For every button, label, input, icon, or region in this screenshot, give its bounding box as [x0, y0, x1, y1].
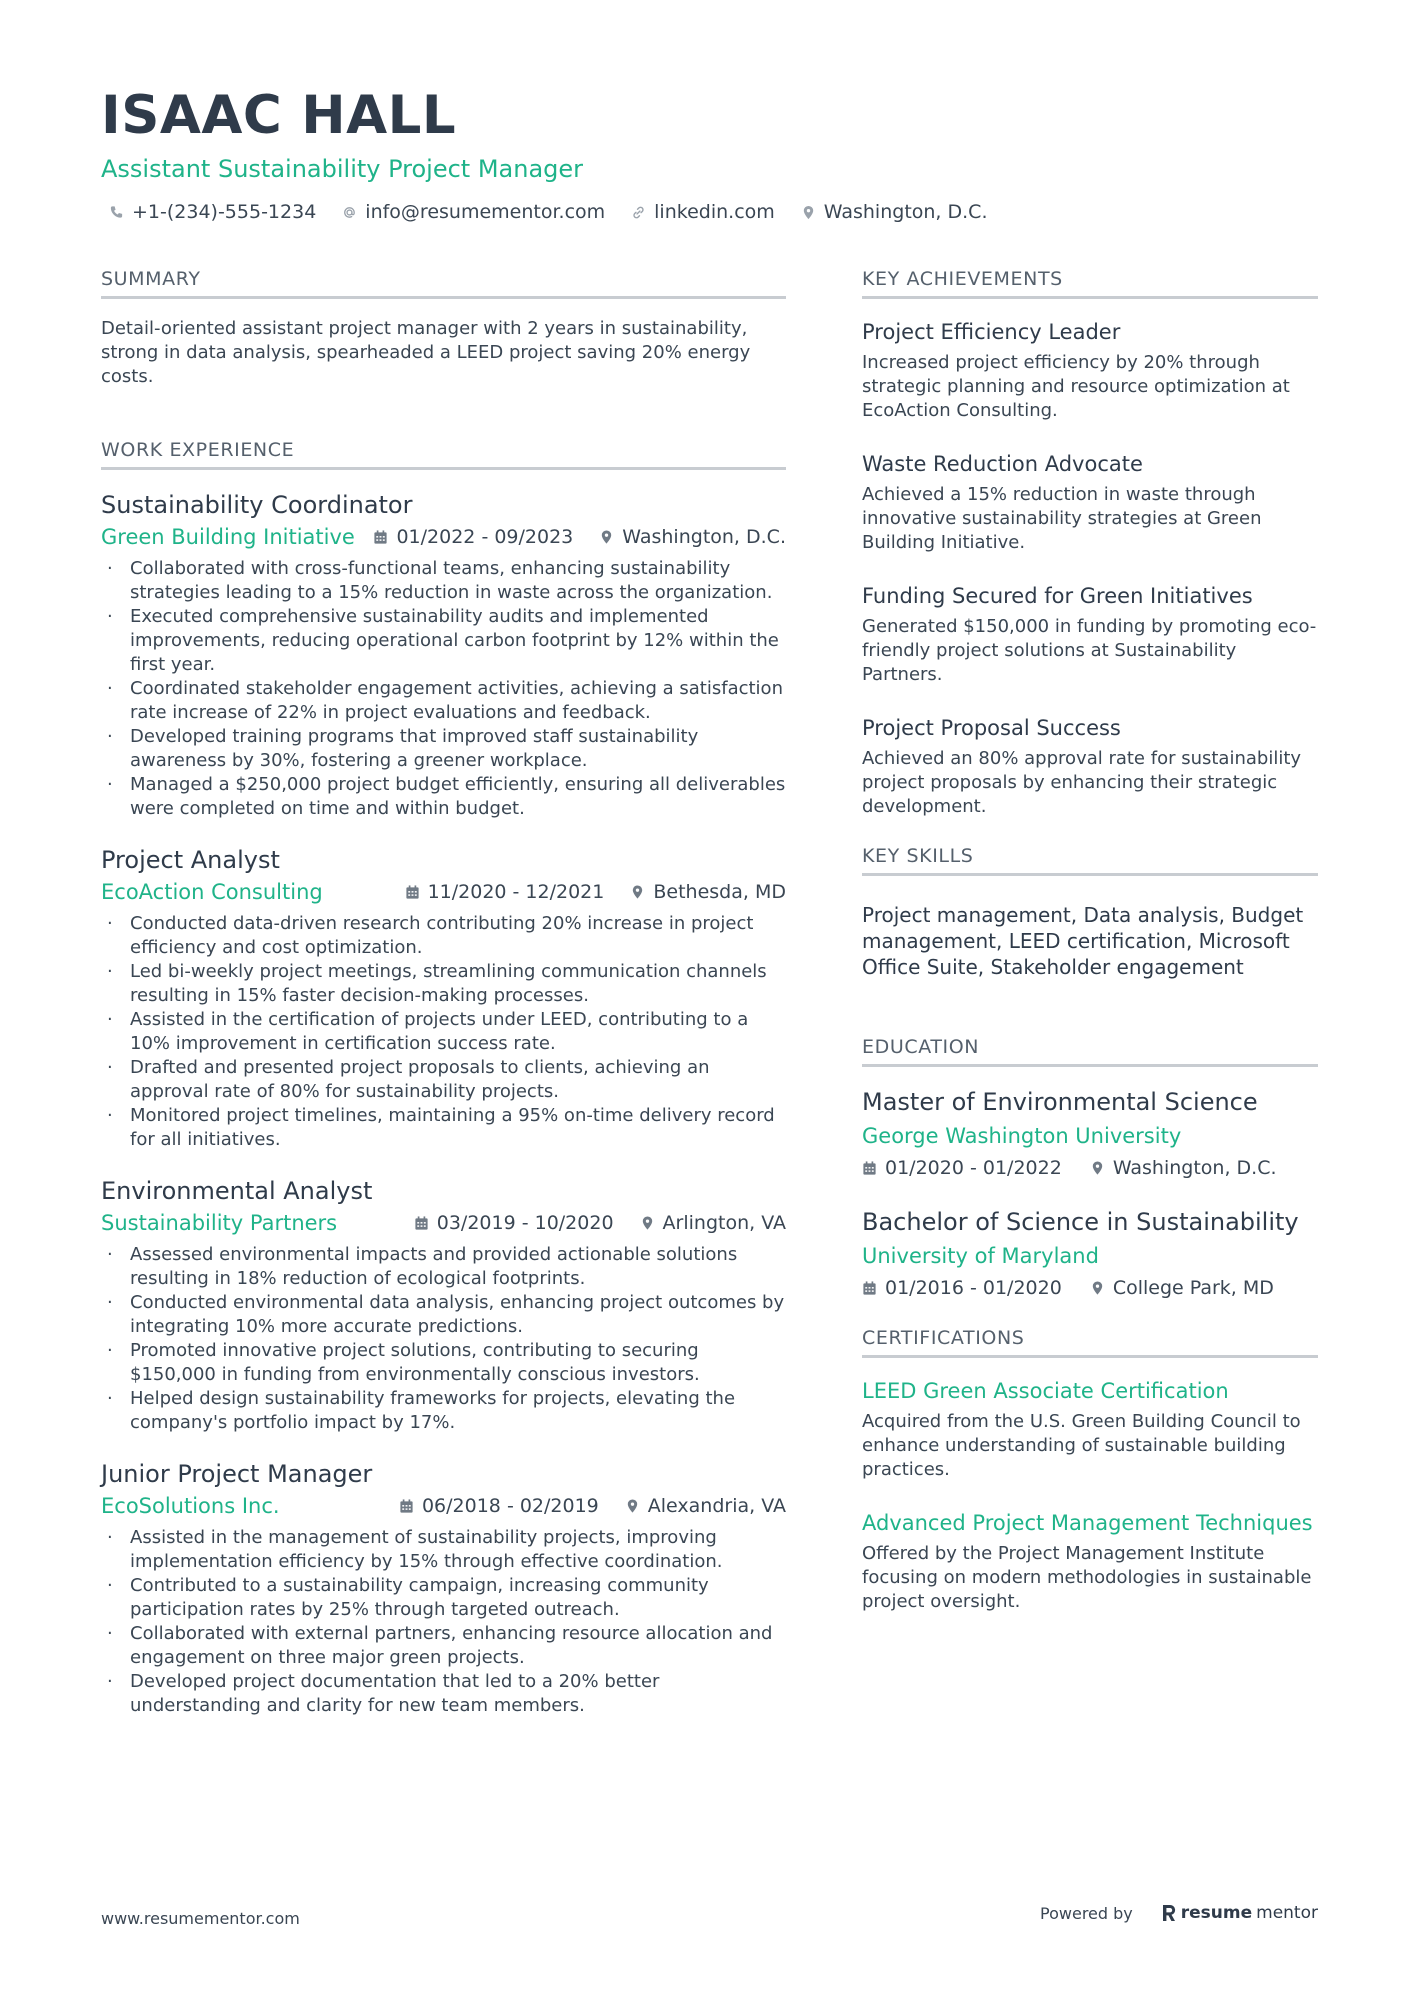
education-location-text: College Park, MD — [1112, 1277, 1274, 1299]
job-location — [640, 1212, 786, 1234]
job-meta-right — [373, 526, 786, 548]
calendar-icon — [399, 1498, 414, 1514]
job-bullet: · Contributed to a sustainability campaign, increasing community participation rates by 25% through targeted outreach. — [101, 1574, 786, 1622]
education-school: George Washington University — [862, 1124, 1182, 1148]
brand-mark-icon — [1161, 1903, 1177, 1923]
education-dates — [862, 1157, 1062, 1179]
job-location-text: Alexandria, VA — [647, 1495, 786, 1517]
job-dates — [399, 1495, 599, 1517]
education-list — [862, 1085, 1318, 1299]
skills-text: Project management, Data analysis, Budget management, LEED certification, Microsoft Office Suite, Stakeholder engagement — [862, 903, 1304, 979]
calendar-icon — [373, 529, 388, 545]
job-dates-text: 03/2019 - 10/2020 — [436, 1212, 614, 1234]
job-entry — [101, 488, 786, 821]
achievement-item — [862, 317, 1318, 423]
education-school: University of Maryland — [862, 1244, 1099, 1268]
experience-list — [101, 488, 786, 1718]
email-link[interactable]: info@resumementor.com — [365, 201, 606, 223]
job-bullet: · Developed training programs that improved staff sustainability awareness by 30%, fostering a greener workplace. — [101, 725, 786, 773]
job-meta — [101, 525, 786, 549]
job-bullet: · Collaborated with cross-functional teams, enhancing sustainability strategies leading to a 15% reduction in waste across the organization. — [101, 557, 786, 605]
location-pin-icon — [625, 1498, 640, 1514]
company-name: EcoAction Consulting — [101, 880, 323, 904]
job-meta-right — [414, 1212, 786, 1234]
contact-phone — [109, 201, 316, 223]
job-title: Sustainability Coordinator — [101, 491, 413, 519]
achievements-list — [862, 317, 1318, 819]
footer-website[interactable]: www.resumementor.com — [101, 1909, 300, 1928]
powered-by-label: Powered by — [1040, 1903, 1133, 1923]
job-bullet: · Assessed environmental impacts and provided actionable solutions resulting in 18% reduction of ecological footprints. — [101, 1243, 786, 1291]
education-location-text: Washington, D.C. — [1112, 1157, 1277, 1179]
job-bullets — [101, 1243, 786, 1435]
company-name: Green Building Initiative — [101, 525, 355, 549]
calendar-icon — [862, 1280, 877, 1296]
achievement-desc: Achieved an 80% approval rate for sustainability project proposals by enhancing their strategic development. — [862, 748, 1302, 817]
calendar-icon — [414, 1215, 429, 1231]
job-bullet: · Managed a $250,000 project budget efficiently, ensuring all deliverables were completed on time and within budget. — [101, 773, 786, 821]
brand-logo[interactable] — [1161, 1903, 1318, 1923]
achievement-title: Project Efficiency Leader — [862, 320, 1121, 344]
job-title: Project Analyst — [101, 846, 280, 874]
achievement-desc: Generated $150,000 in funding by promoting eco-friendly project solutions at Sustainability Partners. — [862, 616, 1317, 685]
resume-header — [101, 85, 1321, 223]
job-bullets — [101, 912, 786, 1152]
education-degree: Master of Environmental Science — [862, 1088, 1258, 1116]
education-item — [862, 1205, 1318, 1299]
job-meta-right — [405, 881, 786, 903]
left-column — [101, 268, 786, 1740]
job-dates-text: 06/2018 - 02/2019 — [421, 1495, 599, 1517]
education-location — [1090, 1157, 1277, 1179]
job-bullet: · Conducted environmental data analysis, enhancing project outcomes by integrating 10% more accurate predictions. — [101, 1291, 786, 1339]
company-name: EcoSolutions Inc. — [101, 1494, 280, 1518]
job-location-text: Washington, D.C. — [622, 526, 786, 548]
job-title: Junior Project Manager — [101, 1460, 373, 1488]
experience-heading: WORK EXPERIENCE — [101, 439, 786, 470]
certification-desc: Offered by the Project Management Institute focusing on modern methodologies in sustainable project oversight. — [862, 1543, 1312, 1612]
job-bullet: · Drafted and presented project proposals to clients, achieving an approval rate of 80% for sustainability projects. — [101, 1056, 786, 1104]
job-bullets — [101, 1526, 786, 1718]
link-icon — [631, 205, 646, 220]
education-heading: EDUCATION — [862, 1036, 1318, 1067]
brand-light-text: mentor — [1256, 1903, 1318, 1923]
job-bullet: · Assisted in the certification of projects under LEED, contributing to a 10% improvement in certification success rate. — [101, 1008, 786, 1056]
job-location — [630, 881, 786, 903]
achievements-heading: KEY ACHIEVEMENTS — [862, 268, 1318, 299]
achievement-item — [862, 449, 1318, 555]
job-bullet: · Developed project documentation that led to a 20% better understanding and clarity for new team members. — [101, 1670, 786, 1718]
location-text: Washington, D.C. — [823, 201, 988, 223]
candidate-name: ISAAC HALL — [101, 85, 457, 146]
skills-heading: KEY SKILLS — [862, 845, 1318, 876]
location-pin-icon — [1090, 1160, 1105, 1176]
education-dates-text: 01/2020 - 01/2022 — [885, 1157, 1062, 1179]
certification-title: LEED Green Associate Certification — [862, 1379, 1229, 1403]
job-bullets — [101, 557, 786, 821]
job-dates — [414, 1212, 614, 1234]
calendar-icon — [405, 884, 420, 900]
job-location — [599, 526, 786, 548]
certification-item — [862, 1508, 1318, 1614]
job-meta — [101, 880, 786, 904]
location-pin-icon — [1090, 1280, 1105, 1296]
achievement-desc: Increased project efficiency by 20% through strategic planning and resource optimization at EcoAction Consulting. — [862, 352, 1290, 421]
contact-location — [801, 201, 988, 223]
achievement-item — [862, 581, 1318, 687]
contact-email[interactable] — [342, 201, 605, 223]
education-dates-text: 01/2016 - 01/2020 — [885, 1277, 1062, 1299]
job-location-text: Bethesda, MD — [653, 881, 786, 903]
job-meta — [101, 1494, 786, 1518]
job-bullet: · Monitored project timelines, maintaining a 95% on-time delivery record for all initiatives. — [101, 1104, 786, 1152]
at-sign-icon — [342, 205, 357, 220]
job-bullet: · Led bi-weekly project meetings, streamlining communication channels resulting in 15% faster decision-making processes. — [101, 960, 786, 1008]
achievement-title: Waste Reduction Advocate — [862, 452, 1143, 476]
job-bullet: · Helped design sustainability frameworks for projects, elevating the company's portfolio impact by 17%. — [101, 1387, 786, 1435]
certification-desc: Acquired from the U.S. Green Building Council to enhance understanding of sustainable building practices. — [862, 1411, 1301, 1480]
achievement-title: Project Proposal Success — [862, 716, 1121, 740]
job-bullet: · Executed comprehensive sustainability audits and implemented improvements, reducing operational carbon footprint by 12% within the first year. — [101, 605, 786, 677]
education-meta — [862, 1277, 1318, 1299]
achievement-desc: Achieved a 15% reduction in waste through innovative sustainability strategies at Green Building Initiative. — [862, 484, 1262, 553]
job-bullet: · Coordinated stakeholder engagement activities, achieving a satisfaction rate increase of 22% in project evaluations and feedback. — [101, 677, 786, 725]
phone-text: +1-(234)-555-1234 — [132, 201, 317, 223]
contact-linkedin[interactable] — [631, 201, 775, 223]
candidate-role: Assistant Sustainability Project Manager — [101, 155, 584, 183]
job-dates — [405, 881, 605, 903]
job-entry — [101, 1174, 786, 1435]
job-bullet: · Conducted data-driven research contributing 20% increase in project efficiency and cost optimization. — [101, 912, 786, 960]
job-location-text: Arlington, VA — [662, 1212, 786, 1234]
job-meta-right — [399, 1495, 786, 1517]
job-bullet: · Collaborated with external partners, enhancing resource allocation and engagement on three major green projects. — [101, 1622, 786, 1670]
education-location — [1090, 1277, 1274, 1299]
job-location — [625, 1495, 786, 1517]
job-dates-text: 01/2022 - 09/2023 — [396, 526, 574, 548]
achievement-title: Funding Secured for Green Initiatives — [862, 584, 1253, 608]
certifications-list — [862, 1376, 1318, 1614]
footer-powered — [1040, 1903, 1318, 1923]
job-bullet: · Promoted innovative project solutions, contributing to securing $150,000 in funding from environmentally conscious investors. — [101, 1339, 786, 1387]
summary-text: Detail-oriented assistant project manager with 2 years in sustainability, strong in data analysis, spearheaded a LEED project saving 20% energy costs. — [101, 318, 751, 387]
company-name: Sustainability Partners — [101, 1211, 338, 1235]
education-item — [862, 1085, 1318, 1179]
achievement-item — [862, 713, 1318, 819]
job-meta — [101, 1211, 786, 1235]
job-entry — [101, 843, 786, 1152]
phone-icon — [109, 205, 124, 220]
location-pin-icon — [599, 529, 614, 545]
education-degree: Bachelor of Science in Sustainability — [862, 1208, 1299, 1236]
job-entry — [101, 1457, 786, 1718]
job-title: Environmental Analyst — [101, 1177, 373, 1205]
location-pin-icon — [801, 205, 816, 220]
education-meta — [862, 1157, 1318, 1179]
job-bullet: · Assisted in the management of sustainability projects, improving implementation efficiency by 15% through effective coordination. — [101, 1526, 786, 1574]
location-pin-icon — [640, 1215, 655, 1231]
certification-title: Advanced Project Management Techniques — [862, 1511, 1313, 1535]
linkedin-link[interactable]: linkedin.com — [654, 201, 775, 223]
job-dates — [373, 526, 573, 548]
summary-heading: SUMMARY — [101, 268, 786, 299]
contact-bar — [101, 201, 1321, 223]
brand-bold-text: resume — [1180, 1903, 1253, 1923]
calendar-icon — [862, 1160, 877, 1176]
education-dates — [862, 1277, 1062, 1299]
certifications-heading: CERTIFICATIONS — [862, 1327, 1318, 1358]
location-pin-icon — [630, 884, 645, 900]
right-column — [862, 268, 1318, 1640]
certification-item — [862, 1376, 1318, 1482]
job-dates-text: 11/2020 - 12/2021 — [427, 881, 605, 903]
